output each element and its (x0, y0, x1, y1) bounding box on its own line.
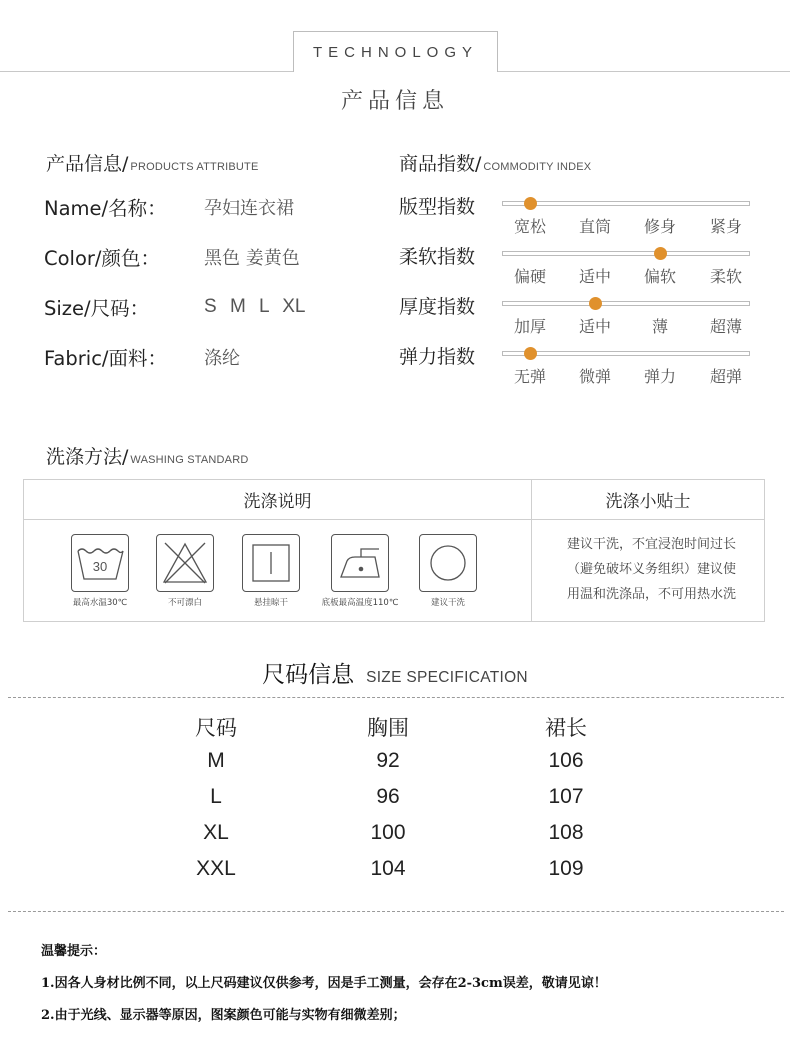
index-marker (524, 197, 537, 210)
index-marker (524, 347, 537, 360)
dashed-divider (8, 911, 784, 912)
table-row (0, 785, 790, 817)
table-cell: XXL (196, 857, 236, 880)
table-cell: 104 (370, 857, 406, 880)
attributes-heading-en: PRODUCTS ATTRIBUTE (130, 161, 259, 173)
index-level: 适中 (578, 267, 611, 286)
technology-tag: TECHNOLOGY (293, 31, 498, 72)
index-name: 版型指数 (399, 196, 476, 218)
column-header: 裙长 (545, 716, 587, 740)
wash-30-icon (71, 534, 129, 592)
index-level: 超薄 (709, 317, 742, 336)
index-level: 偏硬 (513, 267, 546, 286)
index-level: 无弹 (513, 367, 546, 386)
care-item (320, 534, 400, 608)
attr-label: Size/尺码： (44, 297, 150, 320)
index-row-softness (399, 242, 759, 292)
index-level: 宽松 (513, 217, 546, 236)
index-heading-zh: 商品指数/ (399, 153, 482, 175)
index-track (502, 301, 750, 306)
index-level: 修身 (643, 217, 676, 236)
index-heading (399, 149, 591, 176)
care-caption: 不可漂白 (167, 598, 202, 608)
care-item (145, 534, 225, 608)
page-title: 产品信息 (340, 89, 449, 114)
dashed-divider (8, 697, 784, 698)
attr-value: S M L XL (204, 296, 306, 317)
attr-label: Name/名称： (44, 197, 167, 220)
index-level: 紧身 (709, 217, 742, 236)
tip-line: （避免破坏义务组织）建议使 (566, 562, 736, 577)
index-level: 加厚 (513, 317, 546, 336)
note-line: 2.由于光线、显示器等原因，图案颜色可能与实物有细微差别； (41, 1008, 406, 1023)
tip-line: 建议干洗，不宜浸泡时间过长 (566, 537, 736, 552)
index-name: 柔软指数 (399, 246, 476, 268)
table-cell: M (207, 749, 225, 772)
attr-value: 孕妇连衣裙 (204, 198, 294, 219)
index-level: 微弹 (578, 367, 611, 386)
no-bleach-icon (156, 534, 214, 592)
washing-table (23, 479, 765, 622)
index-marker (589, 297, 602, 310)
index-marker (654, 247, 667, 260)
table-cell: 109 (548, 857, 584, 880)
washing-heading (46, 442, 249, 469)
attr-label: Fabric/面料： (44, 347, 167, 370)
wash-temp-number: 30 (92, 559, 108, 574)
table-row (0, 749, 790, 781)
washing-tips (549, 532, 754, 607)
dry-clean-icon (419, 534, 477, 592)
attr-row-color (44, 242, 364, 272)
index-level: 偏软 (643, 267, 676, 286)
index-level: 弹力 (643, 367, 676, 386)
table-row (0, 821, 790, 853)
size-spec-title (0, 656, 790, 689)
care-caption: 悬挂晾干 (253, 598, 288, 608)
table-cell: 106 (548, 749, 584, 772)
index-row-elasticity (399, 342, 759, 392)
index-level: 薄 (651, 317, 668, 336)
notes-title: 温馨提示： (41, 944, 107, 959)
index-row-fit (399, 192, 759, 242)
index-level: 适中 (578, 317, 611, 336)
washing-heading-zh: 洗涤方法/ (46, 446, 129, 468)
index-row-thickness (399, 292, 759, 342)
note-line: 1.因各人身材比例不同，以上尺码建议仅供参考，因是手工测量，会存在2-3cm误差，敬请见谅！ (41, 976, 607, 991)
care-caption: 最高水温30℃ (72, 598, 128, 608)
index-name: 厚度指数 (399, 296, 476, 318)
care-item (60, 534, 140, 608)
tip-line: 用温和洗涤品，不可用热水洗 (566, 587, 736, 602)
size-spec-title-zh: 尺码信息 (262, 662, 355, 688)
index-heading-en: COMMODITY INDEX (483, 161, 592, 173)
column-header: 尺码 (195, 716, 237, 740)
attr-label: Color/颜色： (44, 247, 160, 270)
index-track (502, 201, 750, 206)
table-cell: XL (203, 821, 229, 844)
index-track (502, 251, 750, 256)
index-track (502, 351, 750, 356)
care-caption: 底板最高温度110℃ (321, 598, 399, 608)
index-level: 柔软 (709, 267, 742, 286)
table-cell: 108 (548, 821, 584, 844)
table-cell: 96 (376, 785, 400, 808)
attr-row-size (44, 292, 364, 322)
washing-tips-header: 洗涤小贴士 (532, 480, 764, 520)
attr-row-fabric (44, 342, 364, 372)
attributes-heading-zh: 产品信息/ (46, 153, 129, 175)
index-level: 直筒 (578, 217, 611, 236)
index-name: 弹力指数 (399, 346, 476, 368)
attributes-heading (46, 149, 258, 176)
attr-value: 涤纶 (204, 348, 240, 369)
iron-icon (331, 534, 389, 592)
attr-row-name (44, 192, 364, 222)
table-cell: L (210, 785, 222, 808)
size-table-header (0, 712, 790, 744)
care-item (408, 534, 488, 608)
size-spec-title-en: SIZE SPECIFICATION (366, 669, 528, 686)
washing-instructions-header: 洗涤说明 (24, 480, 531, 520)
table-cell: 107 (548, 785, 584, 808)
care-caption: 建议干洗 (430, 598, 465, 608)
table-row (0, 857, 790, 889)
table-cell: 100 (370, 821, 406, 844)
table-divider (531, 480, 532, 621)
table-cell: 92 (376, 749, 400, 772)
index-level: 超弹 (709, 367, 742, 386)
column-header: 胸围 (367, 716, 409, 740)
attr-value: 黑色 姜黄色 (204, 248, 300, 269)
care-item (231, 534, 311, 608)
hang-dry-icon (242, 534, 300, 592)
notes (41, 940, 761, 1036)
washing-heading-en: WASHING STANDARD (130, 454, 249, 466)
